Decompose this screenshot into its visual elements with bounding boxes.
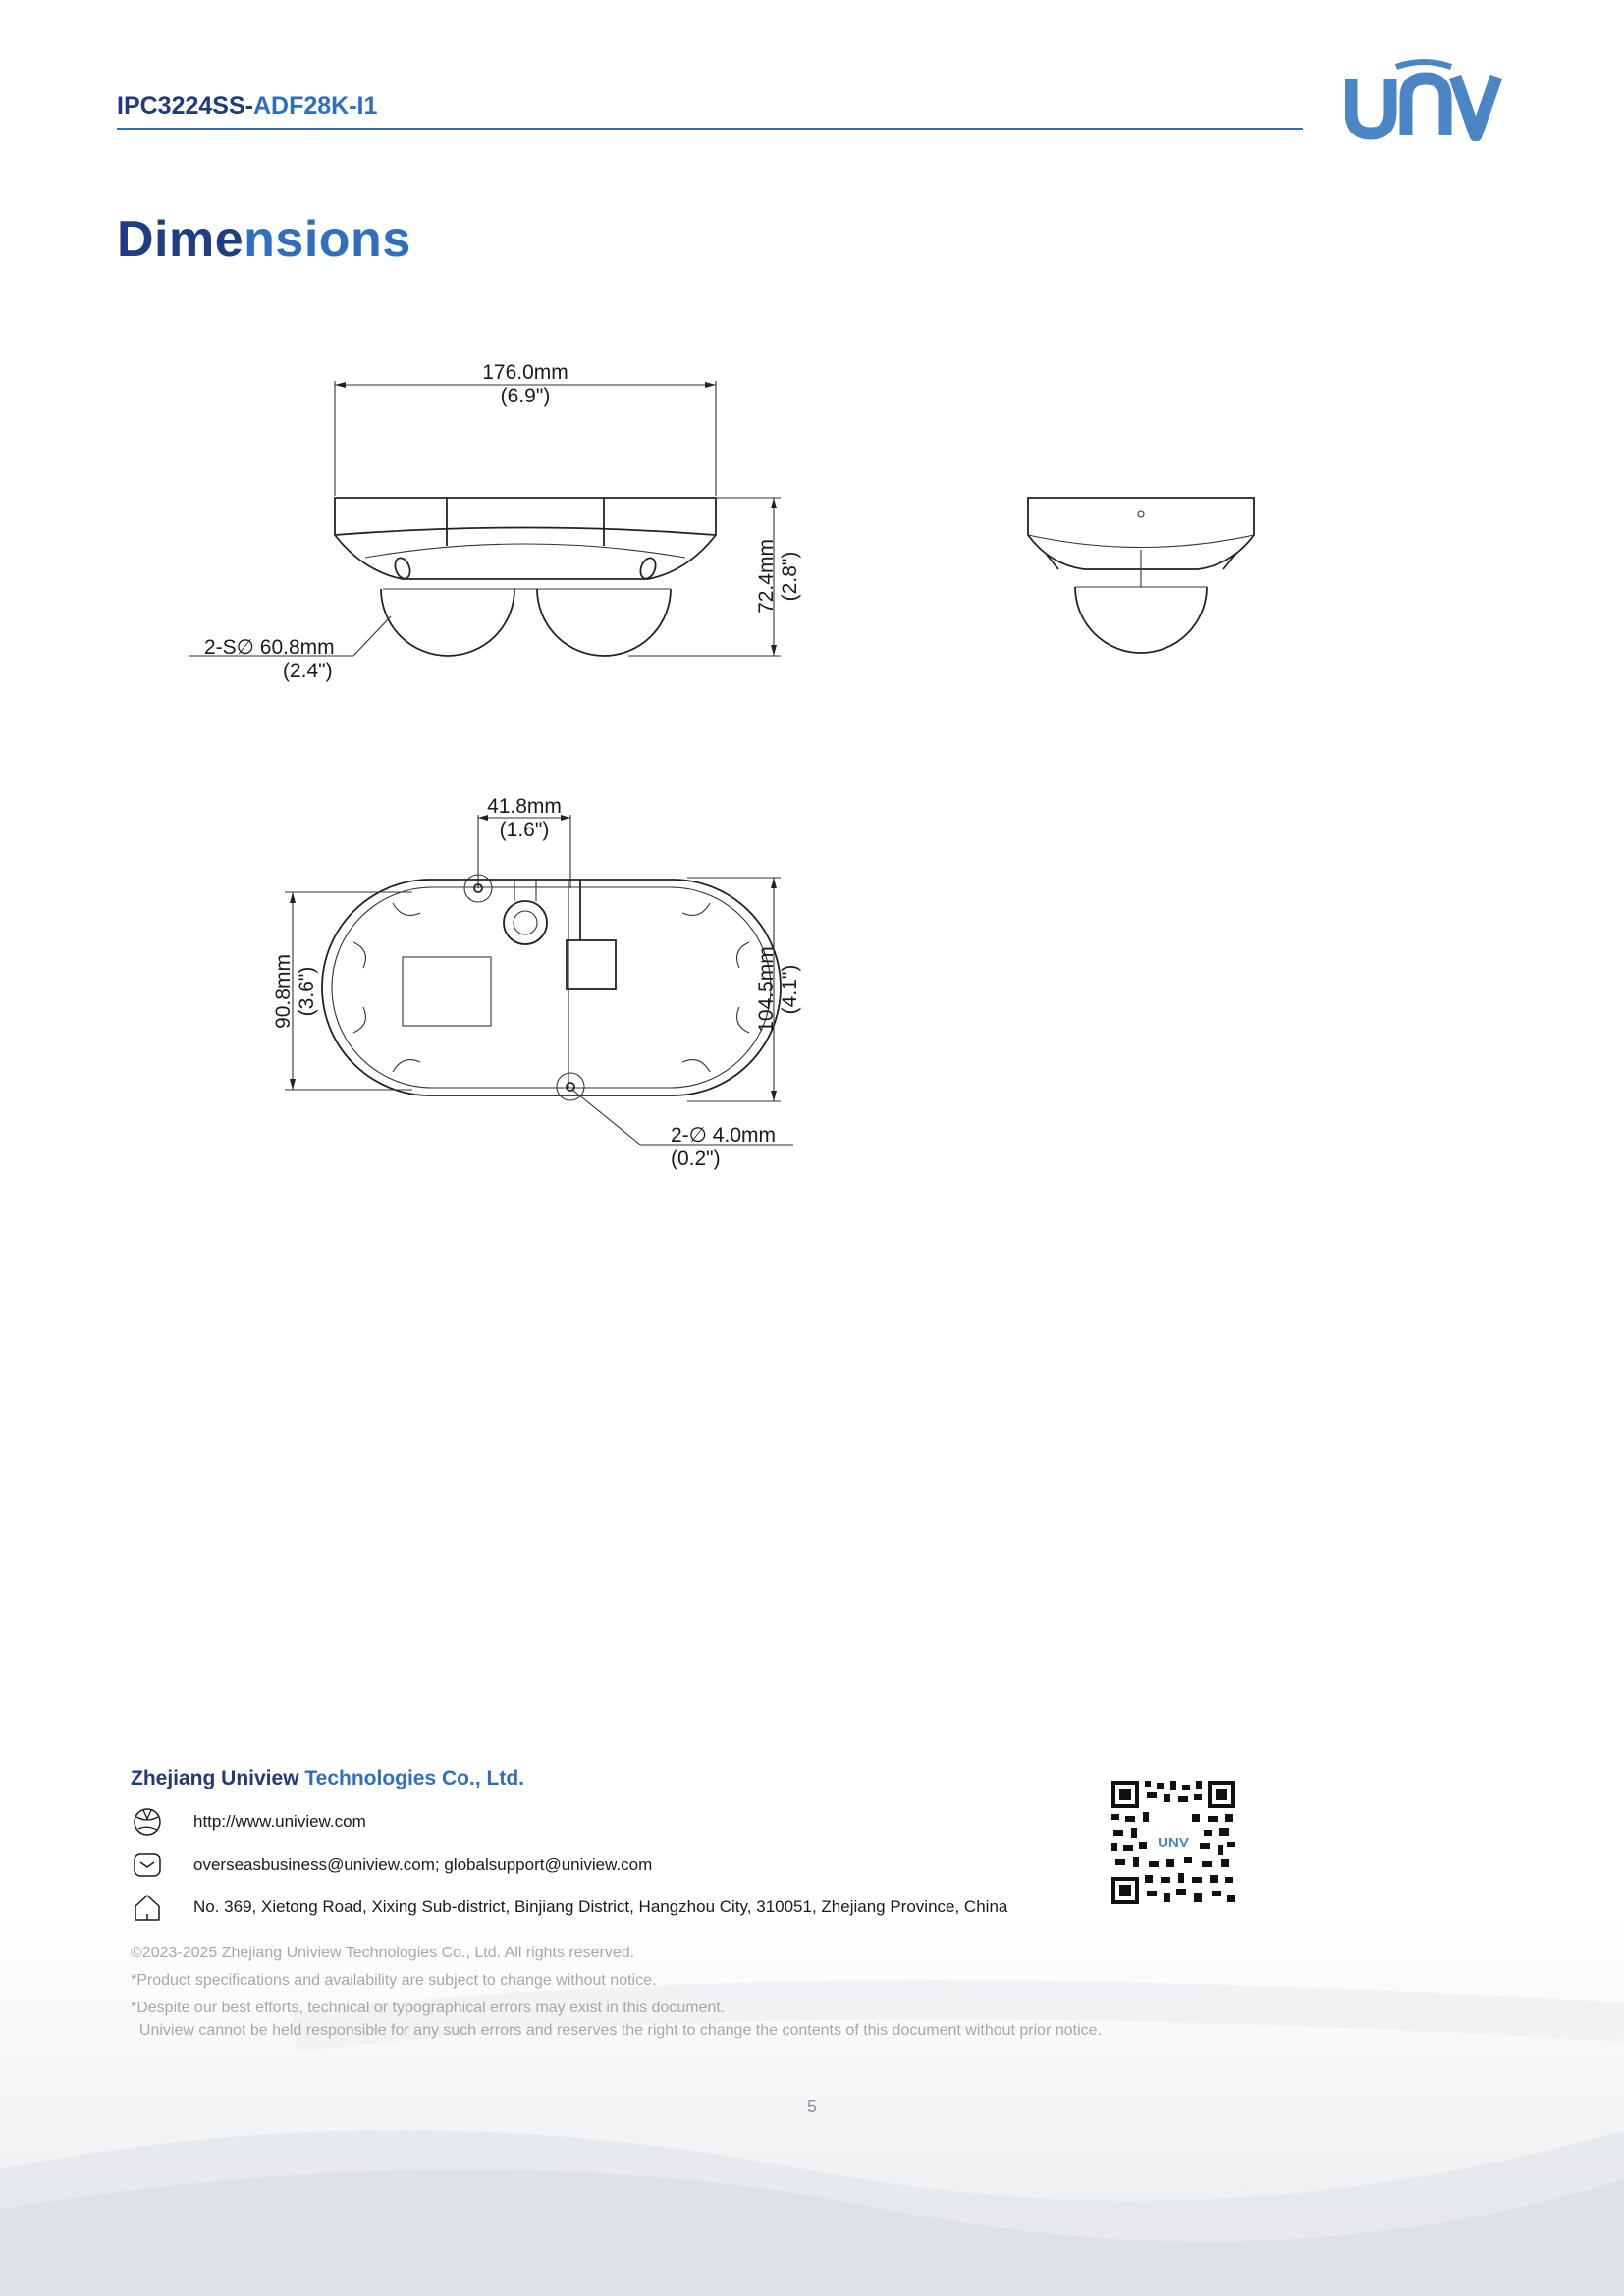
qr-code (1110, 1779, 1237, 1906)
base-view (272, 795, 801, 1170)
website-link[interactable]: http://www.uniview.com (193, 1812, 366, 1831)
dim-hole-spacing-mm: 41.8mm (487, 795, 562, 818)
dim-dome-mm: 2-S∅ 60.8mm (204, 636, 335, 659)
home-icon (131, 1891, 164, 1924)
contact-email-row (131, 1848, 652, 1882)
dim-hole-dia-mm: 2-∅ 4.0mm (671, 1124, 776, 1147)
contact-address-row (131, 1891, 1007, 1924)
company-name-part2: Technologies Co., Ltd. (304, 1767, 524, 1789)
title-part2: nsions (244, 211, 411, 268)
spec-change-note: *Product specifications and availability are subject to change without notice. (131, 1972, 657, 1989)
dim-base-right-mm: 104.5mm (755, 946, 778, 1033)
errors-note: *Despite our best efforts, technical or typographical errors may exist in this document. (131, 2000, 726, 2016)
dim-hole-dia-in: (0.2") (671, 1148, 721, 1170)
contact-website-row (131, 1805, 366, 1839)
side-view (1028, 498, 1254, 653)
dim-height-mm: 72.4mm (755, 539, 778, 614)
title-part1: Dime (117, 211, 244, 268)
dim-hole-spacing-in: (1.6") (499, 819, 550, 841)
dim-base-right-in: (4.1") (779, 964, 801, 1015)
email-text[interactable]: overseasbusiness@uniview.com; globalsupport@uniview.com (193, 1855, 653, 1874)
dim-width-mm: 176.0mm (482, 361, 568, 384)
dim-dome-in: (2.4") (283, 660, 333, 682)
liability-note: Uniview cannot be held responsible for any such errors and reserves the right to change the contents of this document without prior notice. (131, 2022, 1102, 2039)
model-number-part2: ADF28K-I1 (252, 92, 378, 120)
dim-base-left-mm: 90.8mm (272, 954, 295, 1029)
copyright-note: ©2023-2025 Zhejiang Uniview Technologies Co., Ltd. All rights reserved. (131, 1945, 635, 1961)
model-number-part1: IPC3224SS- (117, 92, 253, 120)
globe-icon (131, 1805, 164, 1839)
company-name (131, 1767, 524, 1790)
page-number: 5 (806, 2097, 817, 2116)
mail-icon (131, 1848, 164, 1882)
company-name-part1: Zhejiang Uniview (131, 1767, 305, 1789)
dim-width-in: (6.9") (500, 385, 551, 407)
dim-base-left-in: (3.6") (296, 966, 318, 1017)
front-view (189, 361, 801, 682)
address-text: No. 369, Xietong Road, Xixing Sub-district, Binjiang District, Hangzhou City, 310051, Zhejiang Province, China (193, 1897, 1008, 1916)
dim-height-in: (2.8") (779, 551, 801, 602)
qr-logo-text: UNV (1158, 1835, 1189, 1851)
